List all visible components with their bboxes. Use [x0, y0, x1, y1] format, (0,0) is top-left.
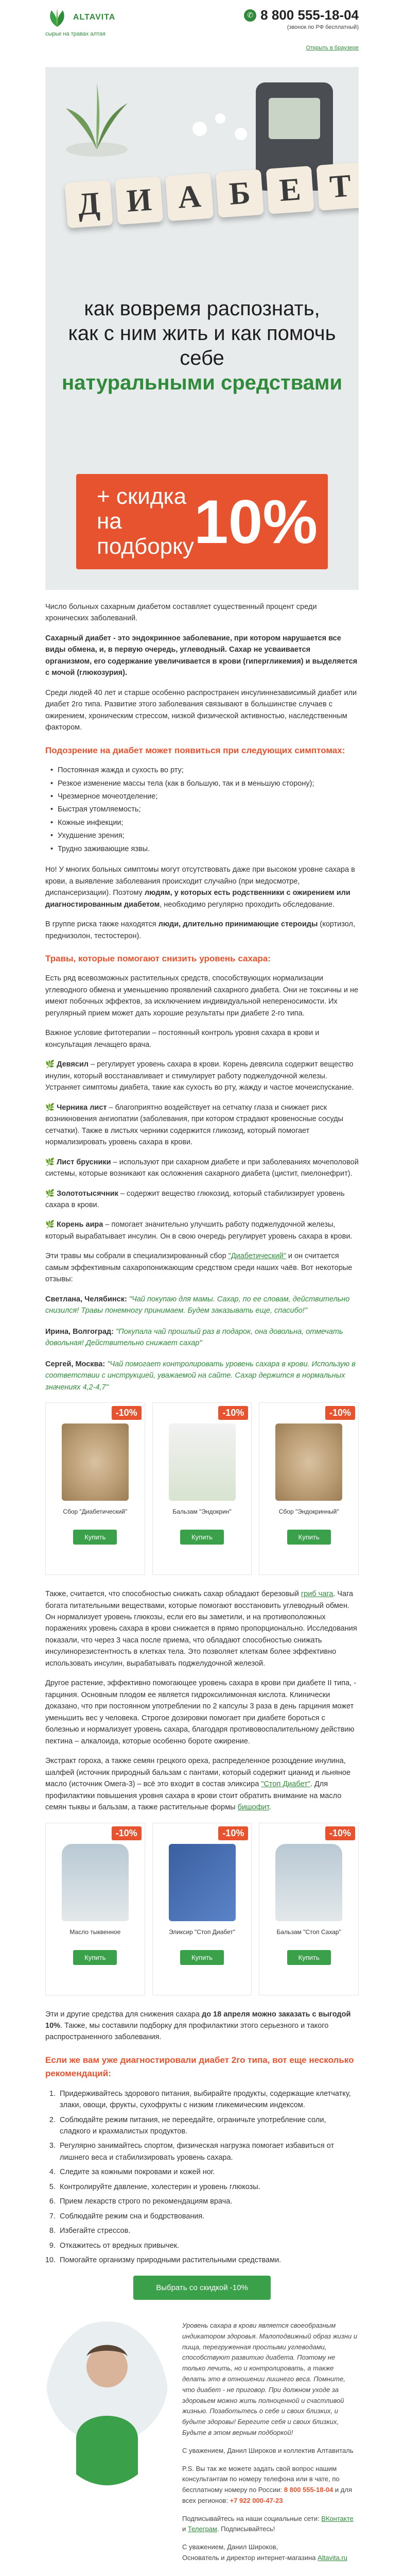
- promo-text: [97, 484, 194, 559]
- collection-paragraph: [45, 1250, 359, 1285]
- review-text: "Покупала чай прошлый раз в подарок, она довольна, отмечать довольная! Действительно снижает сахар": [45, 1327, 343, 1348]
- logo-block: [45, 7, 115, 37]
- discount-paragraph: [45, 2009, 359, 2043]
- text-bold: люди, длительно принимающие стероиды: [158, 920, 318, 929]
- hero-promo-block[interactable]: [76, 474, 328, 569]
- list-item: 5. Контролируйте давление, холестерин и уровень глюкозы.: [58, 2181, 359, 2193]
- leaf-icon: 🌿: [45, 1060, 55, 1069]
- text-run: , необходимо регулярно проходить обследование.: [160, 900, 335, 909]
- diabetes-letter-tiles: [65, 162, 359, 228]
- list-item: • Кожные инфекции;: [50, 817, 359, 828]
- text-run: P.S. Вы так же можете задать свой вопрос нашим консультантам по номеру телефона или в чате, по бесплатному номеру по России:: [182, 2464, 340, 2494]
- herb-name: Черника лист: [57, 1103, 107, 1112]
- text-run: Эти и другие средства для снижения сахара: [45, 2010, 202, 2019]
- intro-paragraph: Среди людей 40 лет и старше особенно распространен инсулиннезависимый диабет или диабет 2го типа. Развитие этого заболевания связывают в большинстве случаев с ожирением, хроническим стрессом, низкой физической активностью, наследственным фактором.: [45, 688, 357, 732]
- list-item: 7. Соблюдайте режим сна и бодрствования.: [58, 2211, 359, 2222]
- herb-text: – регулирует уровень сахара в крови. Корень девясила содержит вещество инулин, который восстанавливает и стимулирует работу поджелудочной железы. Устраняет симптомы диабета, такие как сухость во рту, жажду и частое мочеиспускание.: [45, 1060, 354, 1092]
- list-item: • Чрезмерное мочеотделение;: [50, 791, 359, 802]
- logo[interactable]: [45, 7, 115, 28]
- discount-badge: -10%: [325, 1826, 355, 1840]
- herb-name: Лист брусники: [57, 1158, 111, 1166]
- logo-text: ALTAVITA: [73, 13, 116, 22]
- letter-tile: Д: [65, 180, 113, 228]
- doctor-block: [0, 2320, 404, 2571]
- list-item: 2. Соблюдайте режим питания, не переедайте, ограничьте употребление соли, сладкого и крахмалистых продуктов.: [58, 2114, 359, 2138]
- doctor-sign: С уважением, Данил Широков и коллектив Алтавиталь: [182, 2446, 354, 2454]
- letter-tile: А: [165, 173, 214, 221]
- text-run: С уважением, Данил Широков,: [182, 2543, 278, 2551]
- text-run: Также, считается, что способностью снижать сахар обладают березовый: [45, 1590, 301, 1599]
- product-title[interactable]: Бальзам "Эндокрин": [172, 1508, 232, 1516]
- review-author: Светлана, Челябинск:: [45, 1295, 127, 1303]
- review-text: "Чай покупаю для мамы. Сахар, по ее словам, действительно снизился! Травы понемногу принимаем. Будем заказывать еще, спасибо!": [45, 1295, 350, 1315]
- bishofit-link[interactable]: бишофит: [237, 1803, 269, 1812]
- buy-button[interactable]: Купить: [73, 1950, 117, 1965]
- text-run: Экстракт гороха, а также семян грецкого ореха, распределенное розоцдение инулина, шалфей (источник природный бальзам с пантами, который содержит цианид и льняное масло (источник Омега-3) – всё это входит в состав эликсира: [45, 1757, 351, 1789]
- herb-name: Золототысячник: [57, 1189, 118, 1198]
- herb-text: – помогает значительно улучшить работу поджелудочной железы, который вырабатывает инсулин. Он в свою очередь регулирует уровень сахара в крови.: [45, 1221, 353, 1241]
- text-run: . Подписывайтесь!: [217, 2525, 275, 2533]
- symptoms-list: [50, 765, 359, 855]
- choose-discount-button[interactable]: Выбрать со скидкой -10%: [133, 2276, 271, 2300]
- product-grid: [0, 1402, 404, 1575]
- letter-tile: Т: [316, 162, 359, 211]
- buy-button[interactable]: Купить: [180, 1950, 224, 1965]
- buy-button[interactable]: Купить: [287, 1530, 331, 1545]
- hero-headline: [45, 296, 359, 395]
- recommendations-heading: Если же вам уже диагностировали диабет 2го типа, вот еще несколько рекомендаций:: [45, 2055, 354, 2079]
- hero-headline-line: натуральными средствами: [61, 371, 343, 394]
- product-title[interactable]: Сбор "Эндокринный": [278, 1508, 339, 1516]
- herb-text: – содержит вещество глюкозид, который стабилизирует уровень сахара в крови.: [45, 1189, 345, 1209]
- list-item: • Ухудшение зрения;: [50, 830, 359, 841]
- list-item: 9. Откажитесь от вредных привычек.: [58, 2240, 359, 2251]
- product-image[interactable]: [275, 1423, 342, 1501]
- leaf-icon: 🌿: [45, 1158, 55, 1166]
- text-run: . Также, мы составили подборку для профилактики этого серьезного и такого распространенного заболевания.: [45, 2021, 329, 2042]
- cta-wrap: [45, 2276, 359, 2300]
- phone-row[interactable]: [244, 7, 359, 23]
- discount-badge: -10%: [218, 1406, 248, 1420]
- text-run: В группе риска также находятся: [45, 920, 159, 929]
- product-title[interactable]: Масло тыквенное: [69, 1928, 121, 1936]
- intro-definition: [45, 633, 359, 679]
- review: [45, 1326, 359, 1349]
- herb-item: [45, 1157, 359, 1180]
- herb-name: Девясил: [57, 1060, 89, 1069]
- discount-badge: -10%: [112, 1406, 142, 1420]
- telegram-link[interactable]: Телеграм: [187, 2525, 217, 2533]
- herb-item: [45, 1102, 359, 1148]
- list-item: 1. Придерживайтесь здорового питания, выбирайте продукты, содержащие клетчатку, злаки, овощи, фрукты, сухофрукты с низким гликемическим индексом.: [58, 2088, 359, 2111]
- discount-badge: -10%: [325, 1406, 355, 1420]
- phone-note: (звонок по РФ бесплатный): [287, 24, 359, 30]
- list-item: 4. Следите за кожными покровами и кожей ног.: [58, 2166, 359, 2178]
- promo-line: + скидка: [97, 483, 187, 509]
- herbs-heading: Травы, которые помогают снизить уровень сахара:: [45, 954, 271, 964]
- letter-tile: И: [115, 176, 163, 225]
- site-link[interactable]: Altavita.ru: [318, 2554, 347, 2562]
- definition-text: Сахарный диабет - это эндокринное заболевание, при котором нарушается все виды обмена, и, в первую очередь, углеводный. Сахар не усваивается организмом, его содержание увеличивается в крови (гипергликемия) и выделяется с мочой (глюкозурия).: [45, 634, 358, 677]
- product-card[interactable]: [45, 1402, 145, 1575]
- text-run: и для всех регионов:: [182, 2486, 353, 2504]
- herb-item: [45, 1059, 359, 1093]
- hero-headline-line: как вовремя распознать,: [84, 297, 320, 320]
- buy-button[interactable]: Купить: [180, 1530, 224, 1545]
- recommendations-list: [58, 2088, 359, 2266]
- promo-percent: 10%: [194, 487, 318, 556]
- product-image[interactable]: [62, 1423, 129, 1501]
- text-bold: людям, у которых есть родственники с ожирением или диагностированным диабетом: [45, 889, 350, 909]
- list-item: • Постоянная жажда и сухость во рту;: [50, 765, 359, 776]
- hero-headline-line: как с ним жить и как помочь себе: [68, 322, 336, 369]
- vk-link[interactable]: ВКонтакте: [321, 2514, 354, 2522]
- text-run: . Для профилактики повышения уровня сахара в крови стоит обратить внимание на масло семян тыквы и бальзам, а также растительные формы: [45, 1780, 342, 1812]
- open-in-browser-link[interactable]: Открыть в браузере: [306, 45, 359, 51]
- product-card[interactable]: [259, 1823, 359, 1995]
- middle-section: [0, 1588, 404, 1813]
- tagline: сырье на травах алтая: [45, 31, 106, 37]
- herb-name: Корень аира: [57, 1221, 103, 1229]
- buy-button[interactable]: Купить: [287, 1950, 331, 1965]
- list-item: 3. Регулярно занимайтесь спортом, физическая нагрузка помогает избавиться от лишнего веса и стабилизировать уровень сахара.: [58, 2140, 359, 2163]
- chaga-link[interactable]: гриб чага: [301, 1590, 333, 1599]
- leaf-icon: 🌿: [45, 1221, 55, 1229]
- review-text: "Чай помогает контролировать уровень сахара в крови. Использую в соответствии с инструкцией, уважаемой на сайте. Сахар держится в нормальных значениях 4,2-4,7": [45, 1360, 356, 1392]
- text-run: (кортизол, преднизолон, тестостерон).: [45, 920, 355, 940]
- chaga-paragraph: [45, 1588, 359, 1669]
- text-bold: до 18 апреля можно заказать с выгодой 10%: [45, 2010, 351, 2030]
- plant-illustration: [56, 72, 138, 160]
- list-item: • Резкое изменение массы тела (как в большую, так и в меньшую сторону);: [50, 778, 359, 789]
- doctor-quote: Уровень сахара в крови является своеобразным индикатором здоровья. Малоподвижный образ жизни и пища, перегруженная простыми углеводами, способствуют развитию диабета. Поэтому не только лечить, но и контролировать, а также делать это в отношении лишнего веса. Помните, что диабет - не приговор. При должном уходе за здоровьем можно жить полноценной и счастливой жизнью. Позаботьтесь о себе и своих близких, и будьте здоровы! Берегите себя и своих близких, Будьте в этом верным подборкой!: [182, 2321, 358, 2436]
- doctor-photo: [45, 2320, 169, 2485]
- recommendations-section: [0, 2009, 404, 2300]
- garcinia-paragraph: Другое растение, эффективно помогающее уровень сахара в крови при диабете II типа, - гарциния. Основным плодом ее является гидроксилимонная кислота. Клинически доказано, что при постоянном употреблении по 2 капсулы 3 раза в день гарциния может уменьшить вес у человека. Строгое дозировки помогает при диабете бороться с болезнью и нормализует уровень сахара, благодаря противовоспалительному действию пектина – алкалоида, которые особенно бороте ожирение.: [45, 1679, 357, 1745]
- logo-leaf-icon: [45, 7, 69, 28]
- letter-tile: Е: [266, 166, 314, 214]
- elixir-link[interactable]: "Стоп Диабет": [261, 1780, 310, 1789]
- text-run: . Чага богата питательными веществами, которые помогают восстановить углеводный обмен. Он нормализует уровень глюкозы, если его вы заметили, и на противоположных поражениях уровень сахара в крови снижается в прямо пропорционально. Исследования показали, что через 3 часа после приема, что обладают способностью снижать инсулинорезистентность в клетках тела. Это позволяет клеткам более эффективно использовать инсулин, вырабатывать поджелудочной железой.: [45, 1590, 357, 1668]
- herb-text: – благоприятно воздействует на сетчатку глаза и снижает риск возникновения ангиопатии (заболевания, при котором страдают кровеносные сосуды сетчатки). Также в листьях черники содержится гликозид, который помогает нормализировать уровень сахара в крови.: [45, 1103, 343, 1147]
- product-image[interactable]: [62, 1844, 129, 1921]
- list-item: • Трудно заживающие язвы.: [50, 843, 359, 855]
- herb-text: – используют при сахарном диабете и при заболеваниях мочеполовой системы, которые возникают как осложнения сахарного диабета (цистит, пиелонефрит).: [45, 1158, 359, 1178]
- product-image[interactable]: [275, 1844, 342, 1921]
- product-image[interactable]: [169, 1844, 236, 1921]
- letter-tile: Б: [216, 170, 264, 218]
- product-grid: [0, 1823, 404, 1995]
- text-run: Но! У многих больных симптомы могут отсутствовать даже при высоком уровне сахара в крови, а выявление заболевания происходит случайно (при медосмотре, диспансеризации). Поэтому: [45, 866, 355, 897]
- text-run: Подписывайтесь на наши социальные сети:: [182, 2514, 322, 2522]
- collection-link[interactable]: "Диабетический": [228, 1252, 286, 1261]
- doctor-social: [182, 2514, 359, 2535]
- hero-banner[interactable]: [45, 67, 359, 590]
- product-image[interactable]: [169, 1423, 236, 1501]
- discount-badge: -10%: [218, 1826, 248, 1840]
- doctor-text: [182, 2320, 359, 2571]
- review-author: Сергей, Москва:: [45, 1360, 106, 1368]
- phone-icon: ✆: [244, 9, 256, 22]
- buy-button[interactable]: Купить: [73, 1530, 117, 1545]
- symptoms-heading: Подозрение на диабет может появиться при следующих симптомах:: [45, 745, 345, 755]
- product-title[interactable]: Эликсир "Стоп Диабет": [168, 1928, 236, 1936]
- text-run: и: [182, 2525, 188, 2533]
- product-card[interactable]: [45, 1823, 145, 1995]
- list-item: 6. Прием лекарств строго по рекомендациям врача.: [58, 2196, 359, 2207]
- discount-badge: -10%: [112, 1826, 142, 1840]
- review: [45, 1359, 359, 1393]
- director-sign: [182, 2542, 359, 2564]
- elixir-paragraph: [45, 1755, 359, 1813]
- phone-number[interactable]: 8 800 555-18-04: [260, 7, 359, 23]
- herb-item: [45, 1188, 359, 1211]
- herbs-intro: Важное условие фитотерапии – постоянный контроль уровня сахара в крови и консультация лечащего врача.: [45, 1029, 320, 1049]
- product-title[interactable]: Бальзам "Стоп Сахар": [276, 1928, 341, 1936]
- phone-block: [244, 7, 359, 51]
- ps-phone-2[interactable]: +7 922 000-47-23: [230, 2496, 283, 2504]
- text-run: Эти травы мы собрали в специализированный сбор: [45, 1252, 229, 1261]
- text-run: и он считается самым эффективным сахаропонижающим средством среди наших чаёв. Вот некоторые отзывы:: [45, 1252, 353, 1284]
- intro-section: [0, 601, 404, 1393]
- intro-paragraph: Число больных сахарным диабетом составляет существенный процент среди хронических заболеваний.: [45, 603, 317, 623]
- text-run: Основатель и директор интернет-магазина: [182, 2554, 318, 2562]
- risk-paragraph: [45, 864, 359, 910]
- leaf-icon: 🌿: [45, 1189, 55, 1198]
- text-run: .: [269, 1803, 271, 1812]
- list-item: 10. Помогайте организму природными растительными средствами.: [58, 2255, 359, 2266]
- product-card[interactable]: [152, 1823, 252, 1995]
- review-author: Ирина, Волгоград:: [45, 1327, 114, 1336]
- product-card[interactable]: [152, 1402, 252, 1575]
- product-card[interactable]: [259, 1402, 359, 1575]
- list-item: • Быстрая утомляемость;: [50, 804, 359, 815]
- leaf-icon: 🌿: [45, 1103, 55, 1112]
- ps-phone[interactable]: 8 800 555-18-04: [284, 2486, 333, 2494]
- risk-paragraph: [45, 919, 359, 942]
- review: [45, 1294, 359, 1317]
- herb-item: [45, 1219, 359, 1242]
- product-title[interactable]: Сбор "Диабетический": [63, 1508, 128, 1516]
- doctor-ps: [182, 2464, 359, 2506]
- doctor-message: [182, 2320, 359, 2438]
- herbs-intro: Есть ряд всевозможных растительных средств, способствующих нормализации углеводного обмена и уменьшению проявлений сахарного диабета. Они не токсичны и не имеют побочных эффектов, за исключением индивидуальной непереносимости. Их регулярный прием может дать хорошие результаты при диабете 2-го типа.: [45, 974, 359, 1018]
- promo-line: на подборку: [97, 509, 194, 559]
- header: [0, 0, 404, 67]
- list-item: 8. Избегайте стрессов.: [58, 2225, 359, 2236]
